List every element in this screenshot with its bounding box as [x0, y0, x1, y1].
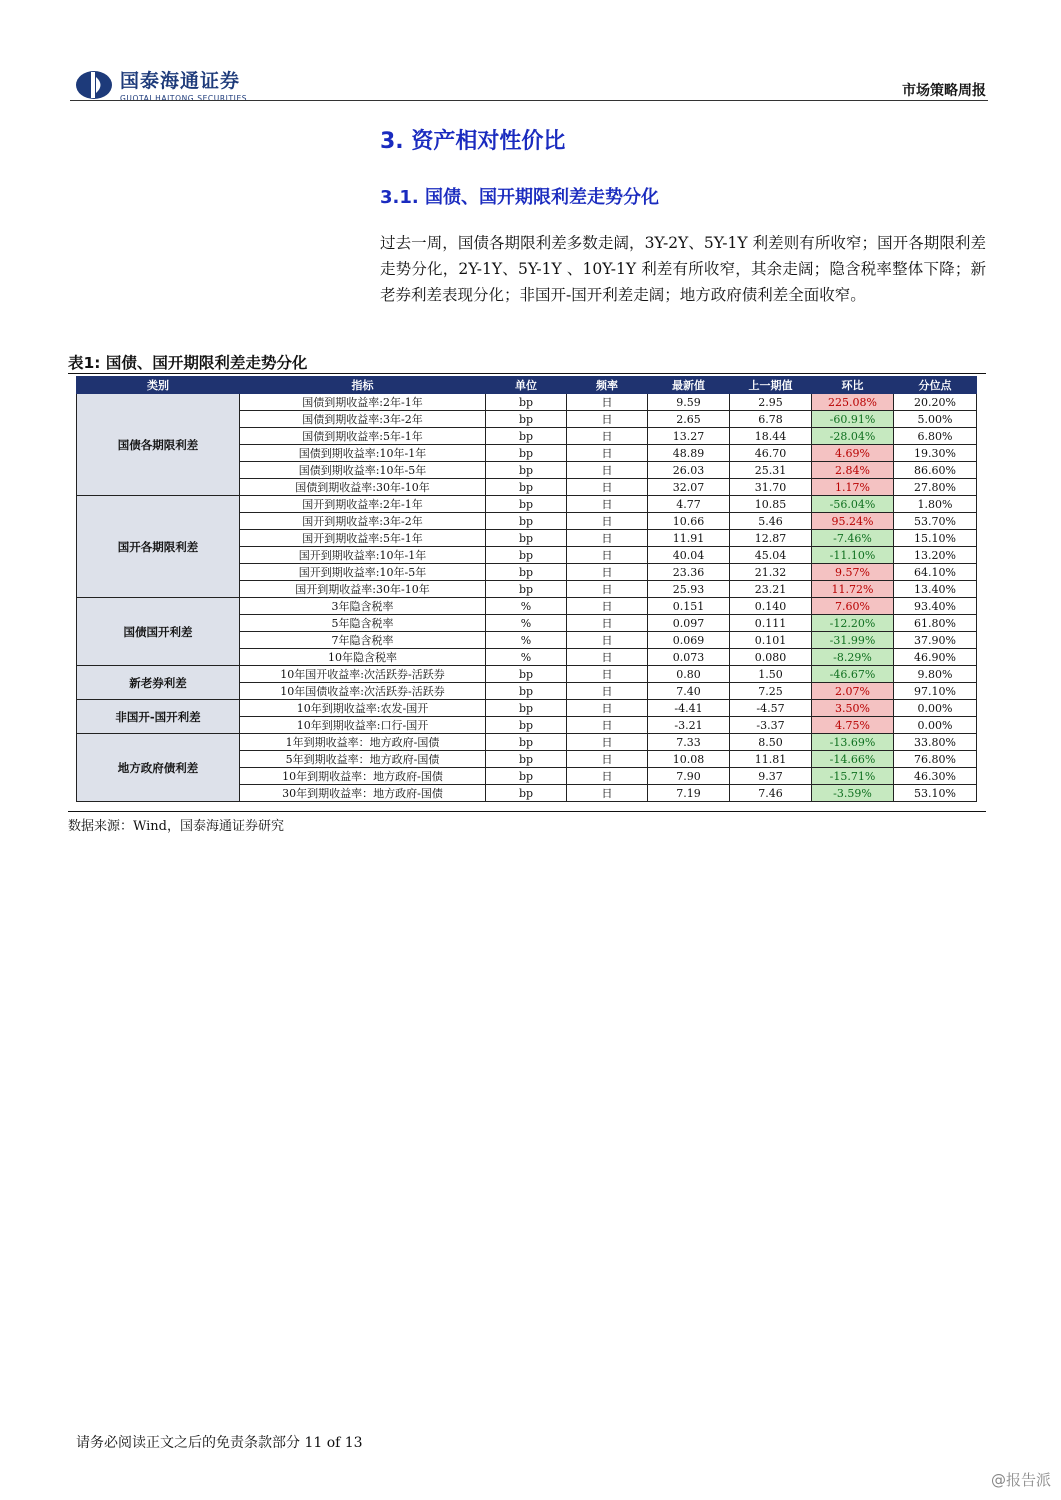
- col-header-change: 环比: [812, 377, 894, 394]
- report-type-label: 市场策略周报: [902, 83, 986, 99]
- cell-frequency: 日: [567, 462, 648, 479]
- cell-percentile: 37.90%: [894, 632, 977, 649]
- cell-unit: %: [486, 598, 567, 615]
- cell-category: 地方政府债利差: [77, 734, 240, 802]
- cell-unit: bp: [486, 683, 567, 700]
- cell-percentile: 20.20%: [894, 394, 977, 411]
- cell-change: -3.59%: [812, 785, 894, 802]
- cell-indicator: 国开到期收益率:5年-1年: [240, 530, 486, 547]
- cell-latest: 0.151: [648, 598, 730, 615]
- col-header-previous: 上一期值: [730, 377, 812, 394]
- cell-unit: bp: [486, 462, 567, 479]
- col-header-category: 类别: [77, 377, 240, 394]
- cell-previous: 12.87: [730, 530, 812, 547]
- cell-unit: bp: [486, 428, 567, 445]
- cell-indicator: 10年国债收益率:次活跃券-活跃券: [240, 683, 486, 700]
- cell-indicator: 10年隐含税率: [240, 649, 486, 666]
- cell-latest: 0.80: [648, 666, 730, 683]
- cell-indicator: 国债到期收益率:30年-10年: [240, 479, 486, 496]
- header-divider: [70, 100, 988, 101]
- cell-previous: 9.37: [730, 768, 812, 785]
- company-logo: [74, 66, 247, 103]
- cell-change: 95.24%: [812, 513, 894, 530]
- spread-table: [76, 376, 977, 802]
- cell-previous: 6.78: [730, 411, 812, 428]
- cell-frequency: 日: [567, 445, 648, 462]
- cell-category: 非国开-国开利差: [77, 700, 240, 734]
- table-header-row: [77, 377, 977, 394]
- cell-change: -56.04%: [812, 496, 894, 513]
- cell-latest: 0.097: [648, 615, 730, 632]
- cell-percentile: 86.60%: [894, 462, 977, 479]
- cell-latest: 26.03: [648, 462, 730, 479]
- cell-indicator: 国开到期收益率:10年-1年: [240, 547, 486, 564]
- table-top-rule: [68, 373, 986, 374]
- cell-latest: 0.073: [648, 649, 730, 666]
- cell-percentile: 13.40%: [894, 581, 977, 598]
- cell-change: 2.84%: [812, 462, 894, 479]
- body-paragraph: 过去一周，国债各期限利差多数走阔，3Y-2Y、5Y-1Y 利差则有所收窄；国开各期限利差走势分化，2Y-1Y、5Y-1Y 、10Y-1Y 利差有所收窄，其余走阔；隐含税率整体下降；新老券利差表现分化；非国开-国开利差走阔；地方政府债利差全面收窄。: [380, 234, 986, 304]
- cell-frequency: 日: [567, 530, 648, 547]
- cell-frequency: 日: [567, 513, 648, 530]
- cell-category: 国债国开利差: [77, 598, 240, 666]
- cell-latest: 10.08: [648, 751, 730, 768]
- cell-percentile: 0.00%: [894, 700, 977, 717]
- watermark: @报告派: [990, 1471, 1051, 1489]
- table-row: [77, 700, 977, 717]
- table-header: [77, 377, 977, 394]
- cell-percentile: 76.80%: [894, 751, 977, 768]
- cell-frequency: 日: [567, 666, 648, 683]
- footer-disclaimer: 请务必阅读正文之后的免责条款部分 11 of 13: [76, 1435, 363, 1451]
- cell-frequency: 日: [567, 683, 648, 700]
- cell-indicator: 5年到期收益率：地方政府-国债: [240, 751, 486, 768]
- cell-frequency: 日: [567, 649, 648, 666]
- logo-mark-icon: [74, 69, 114, 101]
- cell-previous: 11.81: [730, 751, 812, 768]
- cell-change: -12.20%: [812, 615, 894, 632]
- cell-frequency: 日: [567, 496, 648, 513]
- cell-frequency: 日: [567, 598, 648, 615]
- cell-indicator: 国债到期收益率:3年-2年: [240, 411, 486, 428]
- col-header-frequency: 频率: [567, 377, 648, 394]
- cell-indicator: 国开到期收益率:30年-10年: [240, 581, 486, 598]
- cell-unit: bp: [486, 547, 567, 564]
- cell-percentile: 9.80%: [894, 666, 977, 683]
- cell-unit: %: [486, 649, 567, 666]
- cell-change: 3.50%: [812, 700, 894, 717]
- cell-percentile: 53.70%: [894, 513, 977, 530]
- cell-latest: 13.27: [648, 428, 730, 445]
- cell-frequency: 日: [567, 632, 648, 649]
- cell-previous: 2.95: [730, 394, 812, 411]
- cell-percentile: 1.80%: [894, 496, 977, 513]
- cell-latest: 4.77: [648, 496, 730, 513]
- cell-indicator: 国债到期收益率:2年-1年: [240, 394, 486, 411]
- cell-unit: bp: [486, 734, 567, 751]
- cell-indicator: 国开到期收益率:10年-5年: [240, 564, 486, 581]
- cell-change: 7.60%: [812, 598, 894, 615]
- cell-unit: bp: [486, 751, 567, 768]
- table-row: [77, 666, 977, 683]
- table-row: [77, 496, 977, 513]
- cell-unit: bp: [486, 394, 567, 411]
- cell-category: 国债各期限利差: [77, 394, 240, 496]
- cell-frequency: 日: [567, 717, 648, 734]
- section-heading: 3. 资产相对性价比: [380, 129, 566, 154]
- cell-indicator: 国开到期收益率:3年-2年: [240, 513, 486, 530]
- cell-unit: bp: [486, 768, 567, 785]
- cell-latest: 48.89: [648, 445, 730, 462]
- cell-indicator: 30年到期收益率：地方政府-国债: [240, 785, 486, 802]
- cell-latest: 40.04: [648, 547, 730, 564]
- cell-change: -46.67%: [812, 666, 894, 683]
- cell-frequency: 日: [567, 394, 648, 411]
- cell-previous: 7.25: [730, 683, 812, 700]
- cell-change: -31.99%: [812, 632, 894, 649]
- cell-percentile: 97.10%: [894, 683, 977, 700]
- cell-latest: 23.36: [648, 564, 730, 581]
- cell-previous: 1.50: [730, 666, 812, 683]
- cell-frequency: 日: [567, 751, 648, 768]
- cell-change: 9.57%: [812, 564, 894, 581]
- cell-change: 11.72%: [812, 581, 894, 598]
- cell-unit: bp: [486, 700, 567, 717]
- cell-indicator: 10年国开收益率:次活跃券-活跃券: [240, 666, 486, 683]
- cell-previous: 0.111: [730, 615, 812, 632]
- col-header-indicator: 指标: [240, 377, 486, 394]
- cell-previous: 7.46: [730, 785, 812, 802]
- cell-indicator: 3年隐含税率: [240, 598, 486, 615]
- cell-previous: 5.46: [730, 513, 812, 530]
- subsection-heading: 3.1. 国债、国开期限利差走势分化: [380, 187, 659, 208]
- cell-percentile: 53.10%: [894, 785, 977, 802]
- cell-latest: 11.91: [648, 530, 730, 547]
- cell-percentile: 6.80%: [894, 428, 977, 445]
- cell-unit: bp: [486, 513, 567, 530]
- cell-percentile: 15.10%: [894, 530, 977, 547]
- cell-percentile: 46.90%: [894, 649, 977, 666]
- table-body: [77, 394, 977, 802]
- cell-latest: -3.21: [648, 717, 730, 734]
- cell-latest: 7.19: [648, 785, 730, 802]
- col-header-percentile: 分位点: [894, 377, 977, 394]
- col-header-unit: 单位: [486, 377, 567, 394]
- cell-previous: 46.70: [730, 445, 812, 462]
- cell-previous: 25.31: [730, 462, 812, 479]
- cell-frequency: 日: [567, 411, 648, 428]
- table-row: [77, 734, 977, 751]
- table-title: 表1: 国债、国开期限利差走势分化: [68, 354, 308, 372]
- table-row: [77, 394, 977, 411]
- cell-change: -15.71%: [812, 768, 894, 785]
- cell-previous: 10.85: [730, 496, 812, 513]
- cell-indicator: 10年到期收益率:农发-国开: [240, 700, 486, 717]
- logo-english-name: GUOTAI HAITONG SECURITIES: [120, 94, 248, 103]
- cell-latest: 0.069: [648, 632, 730, 649]
- cell-previous: 0.101: [730, 632, 812, 649]
- cell-previous: -4.57: [730, 700, 812, 717]
- cell-indicator: 5年隐含税率: [240, 615, 486, 632]
- cell-latest: 7.33: [648, 734, 730, 751]
- cell-frequency: 日: [567, 700, 648, 717]
- cell-change: -14.66%: [812, 751, 894, 768]
- cell-frequency: 日: [567, 768, 648, 785]
- cell-percentile: 33.80%: [894, 734, 977, 751]
- cell-indicator: 10年到期收益率：地方政府-国债: [240, 768, 486, 785]
- cell-category: 新老券利差: [77, 666, 240, 700]
- table-row: [77, 598, 977, 615]
- cell-unit: bp: [486, 581, 567, 598]
- page-header: [70, 62, 988, 102]
- cell-frequency: 日: [567, 564, 648, 581]
- cell-category: 国开各期限利差: [77, 496, 240, 598]
- cell-unit: bp: [486, 411, 567, 428]
- cell-unit: bp: [486, 564, 567, 581]
- logo-chinese-name: 国泰海通证券: [120, 70, 241, 92]
- cell-percentile: 61.80%: [894, 615, 977, 632]
- cell-unit: %: [486, 615, 567, 632]
- cell-indicator: 10年到期收益率:口行-国开: [240, 717, 486, 734]
- cell-unit: bp: [486, 666, 567, 683]
- cell-unit: bp: [486, 496, 567, 513]
- cell-latest: -4.41: [648, 700, 730, 717]
- cell-unit: bp: [486, 445, 567, 462]
- cell-indicator: 1年到期收益率：地方政府-国债: [240, 734, 486, 751]
- cell-previous: 8.50: [730, 734, 812, 751]
- cell-change: -60.91%: [812, 411, 894, 428]
- cell-percentile: 0.00%: [894, 717, 977, 734]
- cell-change: -13.69%: [812, 734, 894, 751]
- cell-percentile: 93.40%: [894, 598, 977, 615]
- table-bottom-rule: [68, 811, 986, 812]
- cell-unit: bp: [486, 530, 567, 547]
- cell-percentile: 27.80%: [894, 479, 977, 496]
- cell-percentile: 46.30%: [894, 768, 977, 785]
- cell-frequency: 日: [567, 428, 648, 445]
- cell-indicator: 国债到期收益率:10年-1年: [240, 445, 486, 462]
- data-source: 数据来源：Wind，国泰海通证券研究: [68, 819, 284, 834]
- cell-previous: 0.140: [730, 598, 812, 615]
- cell-unit: bp: [486, 717, 567, 734]
- cell-previous: 18.44: [730, 428, 812, 445]
- cell-indicator: 国开到期收益率:2年-1年: [240, 496, 486, 513]
- cell-previous: -3.37: [730, 717, 812, 734]
- cell-frequency: 日: [567, 615, 648, 632]
- cell-previous: 21.32: [730, 564, 812, 581]
- cell-indicator: 国债到期收益率:5年-1年: [240, 428, 486, 445]
- cell-frequency: 日: [567, 479, 648, 496]
- cell-latest: 7.90: [648, 768, 730, 785]
- cell-change: -8.29%: [812, 649, 894, 666]
- cell-frequency: 日: [567, 734, 648, 751]
- cell-percentile: 5.00%: [894, 411, 977, 428]
- cell-change: 4.75%: [812, 717, 894, 734]
- cell-unit: bp: [486, 479, 567, 496]
- cell-change: 1.17%: [812, 479, 894, 496]
- cell-change: 2.07%: [812, 683, 894, 700]
- cell-latest: 25.93: [648, 581, 730, 598]
- cell-percentile: 19.30%: [894, 445, 977, 462]
- cell-latest: 7.40: [648, 683, 730, 700]
- cell-percentile: 64.10%: [894, 564, 977, 581]
- cell-unit: %: [486, 632, 567, 649]
- cell-percentile: 13.20%: [894, 547, 977, 564]
- cell-unit: bp: [486, 785, 567, 802]
- cell-change: -11.10%: [812, 547, 894, 564]
- cell-change: 225.08%: [812, 394, 894, 411]
- cell-previous: 0.080: [730, 649, 812, 666]
- cell-indicator: 国债到期收益率:10年-5年: [240, 462, 486, 479]
- cell-indicator: 7年隐含税率: [240, 632, 486, 649]
- cell-previous: 23.21: [730, 581, 812, 598]
- cell-frequency: 日: [567, 785, 648, 802]
- cell-previous: 31.70: [730, 479, 812, 496]
- cell-change: 4.69%: [812, 445, 894, 462]
- cell-latest: 2.65: [648, 411, 730, 428]
- cell-previous: 45.04: [730, 547, 812, 564]
- cell-change: -28.04%: [812, 428, 894, 445]
- cell-latest: 32.07: [648, 479, 730, 496]
- cell-frequency: 日: [567, 581, 648, 598]
- cell-latest: 10.66: [648, 513, 730, 530]
- cell-latest: 9.59: [648, 394, 730, 411]
- col-header-latest: 最新值: [648, 377, 730, 394]
- cell-frequency: 日: [567, 547, 648, 564]
- cell-change: -7.46%: [812, 530, 894, 547]
